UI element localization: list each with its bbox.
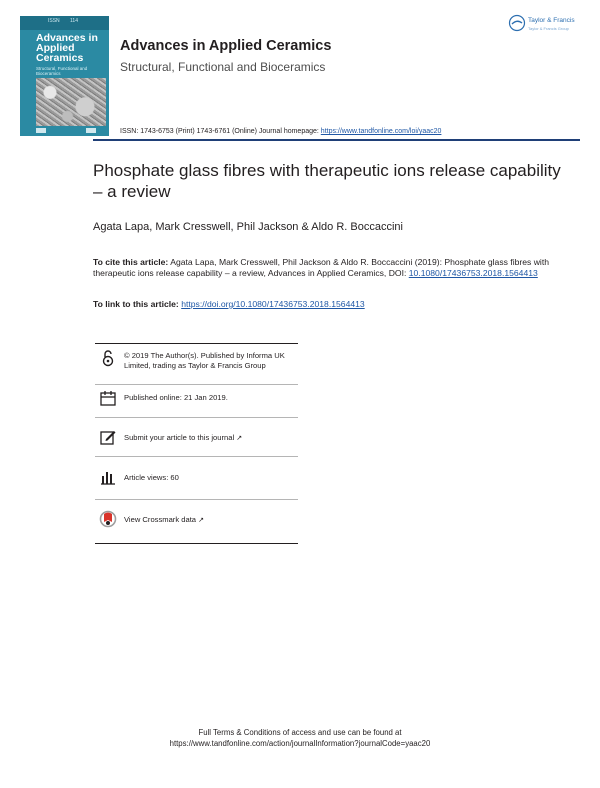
published-row xyxy=(95,389,298,411)
open-access-icon xyxy=(99,349,117,367)
citation-text: Agata Lapa, Mark Cresswell, Phil Jackson & Aldo R. Boccaccini (2019): Phosphate glass fibres with therapeutic ions release capability – a review, Advances in Applied Ceramics, DOI: xyxy=(93,257,549,278)
open-access-text: © 2019 The Author(s). Published by Informa UK Limited, trading as Taylor & Francis Group xyxy=(124,351,285,370)
submit-article-link[interactable]: Submit your article to this journal ↗ xyxy=(124,433,243,442)
article-authors: Agata Lapa, Mark Cresswell, Phil Jackson & Aldo R. Boccaccini xyxy=(93,221,403,233)
cover-top-band xyxy=(20,16,109,30)
terms-url-link[interactable]: https://www.tandfonline.com/action/journalInformation?journalCode=yaac20 xyxy=(169,738,431,748)
crossmark-row[interactable] xyxy=(95,510,298,532)
info-separator xyxy=(95,499,298,500)
citation-doi-link[interactable]: 10.1080/17436753.2018.1564413 xyxy=(408,268,538,278)
info-box-top-rule xyxy=(95,343,298,344)
journal-homepage-link[interactable]: https://www.tandfonline.com/loi/yaac20 xyxy=(320,128,442,135)
submit-article-row[interactable] xyxy=(95,428,298,450)
crossmark-icon xyxy=(99,510,117,528)
crossmark-link[interactable]: View Crossmark data ↗ xyxy=(124,515,205,524)
info-separator xyxy=(95,384,298,385)
article-views-text: Article views: 60 xyxy=(124,473,179,482)
published-date-text: Published online: 21 Jan 2019. xyxy=(124,393,228,402)
external-link-icon: ↗ xyxy=(198,517,205,524)
open-access-row xyxy=(95,349,298,385)
terms-footer xyxy=(0,728,600,749)
info-separator xyxy=(95,417,298,418)
issn-line: ISSN: 1743-6753 (Print) 1743-6761 (Online) Journal homepage: https://www.tandfonline.com/loi/yaac20 xyxy=(120,128,442,135)
article-link-label: To link to this article: xyxy=(93,299,182,309)
header-divider xyxy=(93,139,580,141)
cover-volume-small: 114 xyxy=(70,18,78,24)
cover-micrograph xyxy=(36,78,106,126)
article-title: Phosphate glass fibres with therapeutic ions release capability – a review xyxy=(93,161,561,201)
journal-title[interactable]: Advances in Applied Ceramics xyxy=(120,38,332,54)
citation-label: To cite this article: xyxy=(93,257,169,267)
journal-subtitle: Structural, Functional and Bioceramics xyxy=(120,60,326,74)
article-link-line xyxy=(93,299,365,309)
bar-chart-icon xyxy=(99,468,117,486)
publisher-logo[interactable] xyxy=(508,14,584,36)
publisher-logo-text: Taylor & Francis xyxy=(528,17,575,24)
cover-issn-small: ISSN xyxy=(48,18,60,24)
external-link-icon: ↗ xyxy=(236,435,243,442)
publisher-logo-tagline: Taylor & Francis Group xyxy=(528,26,569,31)
publisher-logo-icon xyxy=(508,14,526,32)
info-separator xyxy=(95,456,298,457)
edit-icon xyxy=(99,428,117,446)
calendar-icon xyxy=(99,389,117,407)
terms-line: Full Terms & Conditions of access and use can be found at xyxy=(198,728,402,737)
info-box-bottom-rule xyxy=(95,543,298,544)
cover-subtitle: Structural, Functional and Bioceramics xyxy=(36,66,88,76)
article-doi-link[interactable]: https://doi.org/10.1080/17436753.2018.1564413 xyxy=(181,299,365,309)
article-views-row xyxy=(95,468,298,490)
journal-cover-image xyxy=(20,16,109,136)
cover-title: Advances in Applied Ceramics xyxy=(36,32,98,64)
citation-block xyxy=(93,257,563,279)
cover-footer-logos xyxy=(36,128,102,134)
